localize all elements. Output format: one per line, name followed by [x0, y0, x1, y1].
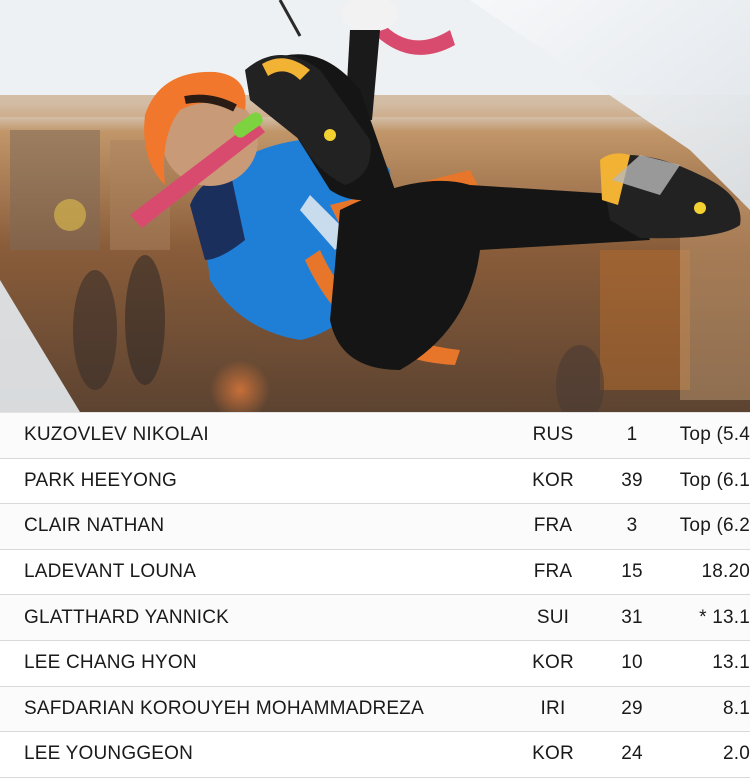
- result-cell: [664, 470, 750, 492]
- athlete-name: LEE YOUNGGEON: [24, 743, 194, 765]
- result-value: 18.20: [701, 561, 750, 583]
- result-value: Top (6.1: [679, 469, 750, 491]
- results-table: [0, 412, 750, 765]
- bib-number: 10: [621, 652, 643, 674]
- athlete-name: CLAIR NATHAN: [24, 515, 165, 537]
- table-row: [0, 550, 750, 596]
- nation-code: FRA: [533, 561, 573, 583]
- nation-code: KOR: [532, 652, 574, 674]
- athlete-name: SAFDARIAN KOROUYEH MOHAMMADREZA: [24, 697, 424, 719]
- table-row: [0, 595, 750, 641]
- result-value: 2.0: [722, 743, 750, 765]
- building-panel: [600, 250, 690, 390]
- result-value: * 13.1: [699, 606, 750, 628]
- nation-code: RUS: [532, 424, 574, 446]
- table-row: [0, 459, 750, 505]
- result-cell: [664, 698, 750, 720]
- result-cell: [664, 652, 750, 674]
- yellow-blur: [54, 199, 86, 231]
- table-row: [0, 732, 750, 778]
- result-cell: [664, 561, 750, 583]
- table-row: [0, 641, 750, 687]
- nation-code: KOR: [532, 469, 574, 491]
- nation-code: KOR: [532, 743, 574, 765]
- spectator: [73, 270, 117, 390]
- orange-blur: [210, 360, 270, 420]
- nation-code: SUI: [536, 606, 570, 628]
- bib-number: 3: [626, 515, 638, 537]
- bib-number: 24: [621, 743, 643, 765]
- result-value: 13.1: [712, 652, 750, 674]
- result-value: Top (6.2: [679, 515, 750, 537]
- result-cell: [664, 515, 750, 537]
- athlete-name: PARK HEEYONG: [24, 469, 178, 491]
- bib-number: 39: [621, 469, 643, 491]
- athlete-name: KUZOVLEV NIKOLAI: [24, 424, 209, 446]
- table-row: [0, 687, 750, 733]
- result-cell: [664, 743, 750, 765]
- table-row: [0, 412, 750, 459]
- result-cell: [664, 607, 750, 629]
- table-row: [0, 504, 750, 550]
- bib-number: 29: [621, 697, 643, 719]
- bib-number: 31: [621, 606, 643, 628]
- nation-code: IRI: [540, 697, 566, 719]
- result-cell: [664, 424, 750, 446]
- result-value: 8.1: [722, 697, 750, 719]
- athlete-name: LADEVANT LOUNA: [24, 561, 197, 583]
- result-value: Top (5.4: [679, 424, 750, 446]
- nation-code: FRA: [533, 515, 573, 537]
- bib-number: 15: [621, 561, 643, 583]
- spectator: [125, 255, 165, 385]
- athlete-name: LEE CHANG HYON: [24, 652, 197, 674]
- bib-number: 1: [626, 424, 638, 446]
- athlete-name: GLATTHARD YANNICK: [24, 606, 230, 628]
- building-window: [10, 130, 100, 250]
